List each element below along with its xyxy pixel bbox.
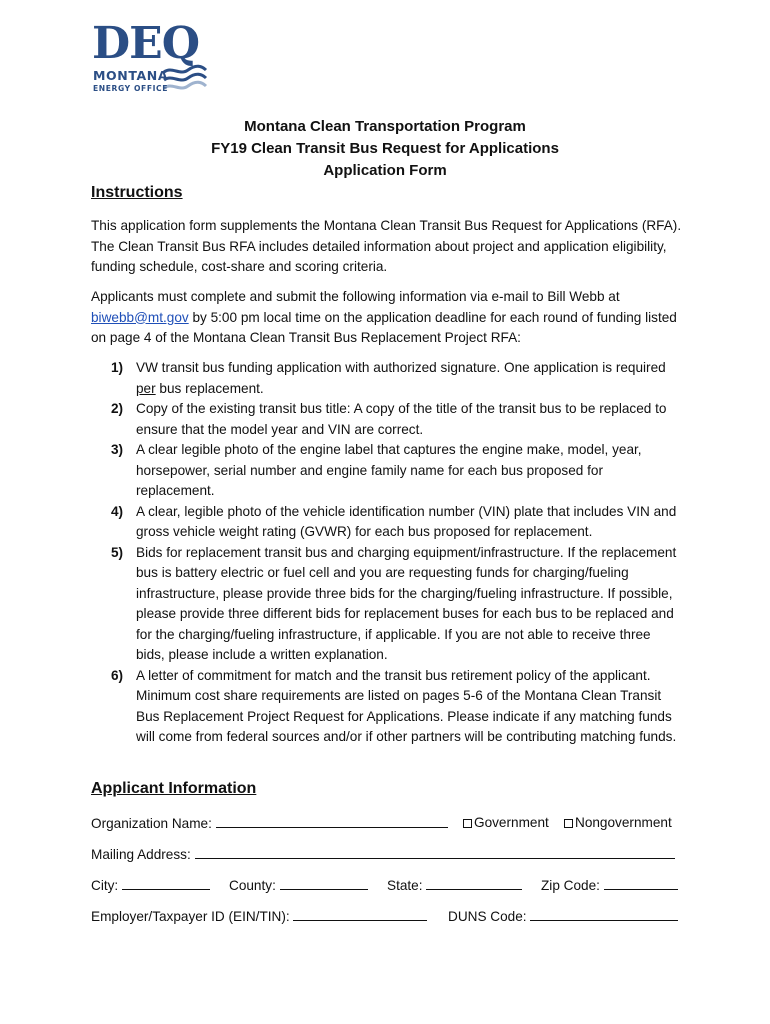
requirements-list	[91, 358, 691, 748]
instructions-heading: Instructions	[91, 184, 183, 201]
list-text: VW transit bus funding application with authorized signature. One application is required	[136, 360, 666, 375]
list-text: A clear, legible photo of the vehicle identification number (VIN) plate that includes VIN and gross vehicle weight rating (GVWR) for each bus proposed for replacement.	[136, 503, 677, 539]
city-group	[91, 875, 210, 896]
ein-label: Employer/Taxpayer ID (EIN/TIN):	[91, 909, 290, 924]
list-number: 4)	[111, 503, 124, 519]
state-group	[387, 875, 522, 896]
government-label: Government	[474, 815, 549, 830]
list-text: A clear legible photo of the engine label that captures the engine make, model, year, horsepower, serial number and engine family name for each bus proposed for replacement.	[136, 442, 642, 498]
list-number: 2)	[111, 401, 124, 416]
list-number: 1)	[111, 360, 124, 375]
county-label: County:	[229, 878, 276, 893]
mailing-address-field[interactable]	[195, 844, 675, 859]
submission-paragraph	[91, 287, 686, 349]
list-text-end: bus replacement.	[155, 380, 264, 396]
nongovernment-option[interactable]	[564, 813, 672, 833]
organization-name-field[interactable]	[216, 813, 448, 828]
list-number: 5)	[111, 544, 124, 560]
title-block	[0, 116, 770, 182]
logo-energy-office-text: ENERGY OFFICE	[93, 84, 169, 93]
government-checkbox[interactable]	[463, 819, 472, 828]
duns-field[interactable]	[530, 906, 678, 921]
list-item	[91, 440, 691, 502]
program-title: Montana Clean Transportation Program	[244, 118, 526, 135]
list-number: 6)	[111, 667, 124, 683]
list-text: Copy of the existing transit bus title: A copy of the title of the transit bus to be replaced to ensure that the model year and VIN are correct.	[136, 401, 667, 437]
organization-row	[91, 813, 681, 834]
city-label: City:	[91, 878, 119, 893]
zip-code-label: Zip Code:	[541, 878, 600, 893]
organization-name-label: Organization Name:	[91, 816, 212, 831]
duns-label: DUNS Code:	[448, 909, 527, 924]
submission-text-end: by 5:00 pm local time on the application deadline for each round of funding listed on page 4 of the Montana Clean Transit Bus Replacement Project RFA:	[91, 309, 677, 346]
logo-waves-icon	[162, 60, 208, 94]
zip-group	[541, 875, 678, 896]
ein-field[interactable]	[293, 906, 427, 921]
logo-montana-text: MONTANA	[93, 68, 169, 83]
form-title: Application Form	[323, 162, 447, 179]
list-item	[91, 666, 691, 748]
mailing-address-row	[91, 844, 681, 865]
instructions-paragraph: This application form supplements the Montana Clean Transit Bus Request for Applications (RFA). The Clean Transit Bus RFA includes detailed information about project and application eligibility, funding schedule, cost-share and scoring criteria.	[91, 218, 682, 275]
list-text: Bids for replacement transit bus and charging equipment/infrastructure. If the replacement bus is battery electric or fuel cell and you are requesting funds for charging/fueling infrastructure, please provide three bids for the charging/fueling infrastructure. If possible, please provide three different bids for replacement buses for each bus to be replaced and for the charging/fueling infrastructure, if applicable. If you are not able to receive three bids, please include a written explanation.	[136, 544, 677, 662]
government-option[interactable]	[463, 813, 549, 833]
county-group	[229, 875, 368, 896]
list-item	[91, 502, 691, 543]
deq-logo	[92, 18, 208, 98]
list-number: 3)	[111, 442, 124, 457]
nongovernment-label: Nongovernment	[575, 815, 672, 830]
state-label: State:	[387, 878, 423, 893]
list-item	[91, 399, 691, 440]
nongovernment-checkbox[interactable]	[564, 819, 573, 828]
ein-group	[91, 906, 427, 927]
list-item	[91, 358, 691, 399]
submission-text-start: Applicants must complete and submit the following information via e-mail to Bill Webb at	[91, 289, 620, 304]
logo-deq-text: DEQ	[92, 18, 200, 69]
rfa-title: FY19 Clean Transit Bus Request for Applications	[211, 140, 559, 157]
list-item	[91, 543, 691, 666]
mailing-address-label: Mailing Address:	[91, 847, 191, 862]
list-text: A letter of commitment for match and the transit bus retirement policy of the applicant. Minimum cost share requirements are listed on pages 5-6 of the Montana Clean Transit Bus Replacement Project Request for Applications. Please indicate if any matching funds will come from federal sources and/or if other partners will be contributing matching funds.	[136, 667, 677, 744]
list-emphasis: per	[136, 380, 156, 396]
county-field[interactable]	[280, 875, 368, 890]
applicant-information-heading: Applicant Information	[91, 780, 257, 797]
state-field[interactable]	[426, 875, 522, 890]
email-link[interactable]: biwebb@mt.gov	[91, 309, 189, 325]
zip-code-field[interactable]	[604, 875, 678, 890]
duns-group	[448, 906, 678, 927]
city-field[interactable]	[122, 875, 210, 890]
